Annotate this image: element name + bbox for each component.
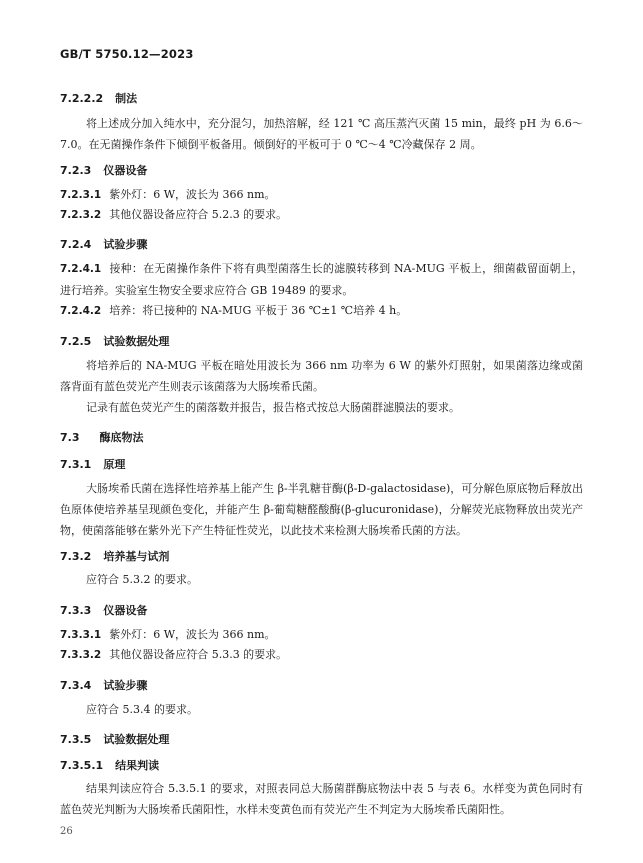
- paragraph-7-2-5-report: 记录有蓝色荧光产生的菌落数并报告，报告格式按总大肠菌群滤膜法的要求。: [86, 401, 460, 414]
- section-heading-7-3-5-1: [60, 757, 159, 773]
- item-text: 紫外灯：6 W，波长为 366 nm。: [109, 188, 276, 201]
- section-heading-7-3-1: [60, 456, 125, 472]
- item-text: 培养：将已接种的 NA-MUG 平板于 36 ℃±1 ℃培养 4 h。: [109, 304, 408, 317]
- item-number: 7.2.4.1: [60, 263, 102, 275]
- section-heading-7-2-5: [60, 333, 169, 349]
- section-title: 原理: [103, 458, 126, 471]
- section-title: 试验数据处理: [103, 335, 170, 348]
- item-number: 7.3.3.2: [60, 649, 102, 661]
- section-title: 试验数据处理: [103, 733, 170, 746]
- list-item-7-2-4-1: [60, 258, 583, 301]
- section-number: 7.3.5.1: [60, 759, 104, 772]
- item-number: 7.2.3.1: [60, 189, 102, 201]
- section-heading-7-2-4: [60, 236, 147, 252]
- section-title: 制法: [115, 92, 138, 105]
- section-heading-7-2-3: [60, 162, 147, 178]
- item-number: 7.2.3.2: [60, 209, 102, 221]
- item-number: 7.2.4.2: [60, 305, 102, 317]
- item-number: 7.3.3.1: [60, 629, 102, 641]
- section-number: 7.3.5: [60, 733, 92, 746]
- paragraph-7-3-4: 应符合 5.3.4 的要求。: [86, 703, 198, 716]
- section-title: 仪器设备: [103, 604, 148, 617]
- list-item-7-2-3-2: [60, 204, 583, 226]
- item-text: 其他仪器设备应符合 5.3.3 的要求。: [109, 648, 288, 661]
- paragraph-7-2-5-fluorescence: 将培养后的 NA-MUG 平板在暗处用波长为 366 nm 功率为 6 W 的紫外灯照射，如果菌落边缘或菌落背面有蓝色荧光产生则表示该菌落为大肠埃希氏菌。: [60, 359, 583, 393]
- list-item-7-3-3-1: [60, 624, 583, 646]
- standard-code-header: GB/T 5750.12—2023: [60, 47, 194, 61]
- item-text: 接种：在无菌操作条件下将有典型菌落生长的滤膜转移到 NA-MUG 平板上，细菌截留面朝上，进行培养。实验室生物安全要求应符合 GB 19489 的要求。: [60, 262, 583, 297]
- section-heading-7-3-2: [60, 548, 169, 564]
- section-heading-7-3-4: [60, 677, 147, 693]
- section-title: 仪器设备: [103, 164, 148, 177]
- section-number: 7.3: [60, 431, 80, 444]
- section-heading-7-3: [60, 429, 144, 445]
- section-number: 7.2.2.2: [60, 92, 104, 105]
- section-number: 7.2.3: [60, 164, 92, 177]
- section-number: 7.3.2: [60, 550, 92, 563]
- section-number: 7.3.1: [60, 458, 92, 471]
- section-title: 酶底物法: [99, 431, 144, 444]
- section-title: 培养基与试剂: [103, 550, 170, 563]
- section-number: 7.2.4: [60, 238, 92, 251]
- list-item-7-3-3-2: [60, 644, 583, 666]
- section-title: 结果判读: [115, 759, 160, 772]
- paragraph-7-3-2: 应符合 5.3.2 的要求。: [86, 573, 198, 586]
- item-text: 其他仪器设备应符合 5.2.3 的要求。: [109, 208, 288, 221]
- page-number: 26: [60, 826, 73, 837]
- section-heading-7-2-2-2: [60, 90, 137, 106]
- section-number: 7.3.4: [60, 679, 92, 692]
- section-heading-7-3-5: [60, 731, 169, 747]
- paragraph-result-reading: 结果判读应符合 5.3.5.1 的要求，对照表同总大肠菌群酶底物法中表 5 与表 6。水样变为黄色同时有蓝色荧光判断为大肠埃希氏菌阳性，水样未变黄色而有荧光产生不判定为大肠埃希氏菌阳性。: [60, 782, 583, 816]
- list-item-7-2-4-2: [60, 300, 583, 322]
- item-text: 紫外灯：6 W，波长为 366 nm。: [109, 628, 276, 641]
- section-heading-7-3-3: [60, 602, 147, 618]
- section-number: 7.3.3: [60, 604, 92, 617]
- section-title: 试验步骤: [103, 679, 148, 692]
- section-title: 试验步骤: [103, 238, 148, 251]
- list-item-7-2-3-1: [60, 184, 583, 206]
- paragraph-preparation: 将上述成分加入纯水中，充分混匀，加热溶解，经 121 ℃ 高压蒸汽灭菌 15 min，最终 pH 为 6.6～7.0。在无菌操作条件下倾倒平板备用。倾倒好的平板可于 0 ℃～4 ℃冷藏保存 2 周。: [60, 117, 583, 151]
- section-number: 7.2.5: [60, 335, 92, 348]
- paragraph-principle: 大肠埃希氏菌在选择性培养基上能产生 β-半乳糖苷酶(β-D-galactosidase)，可分解色原底物后释放出色原体使培养基呈现颜色变化，并能产生 β-葡萄糖醛酸酶(β-glucuronidase)，分解荧光底物释放出荧光产物，使菌落能够在紫外光下产生特征性荧光，以此技术来检测大肠埃希氏菌的方法。: [60, 482, 583, 537]
